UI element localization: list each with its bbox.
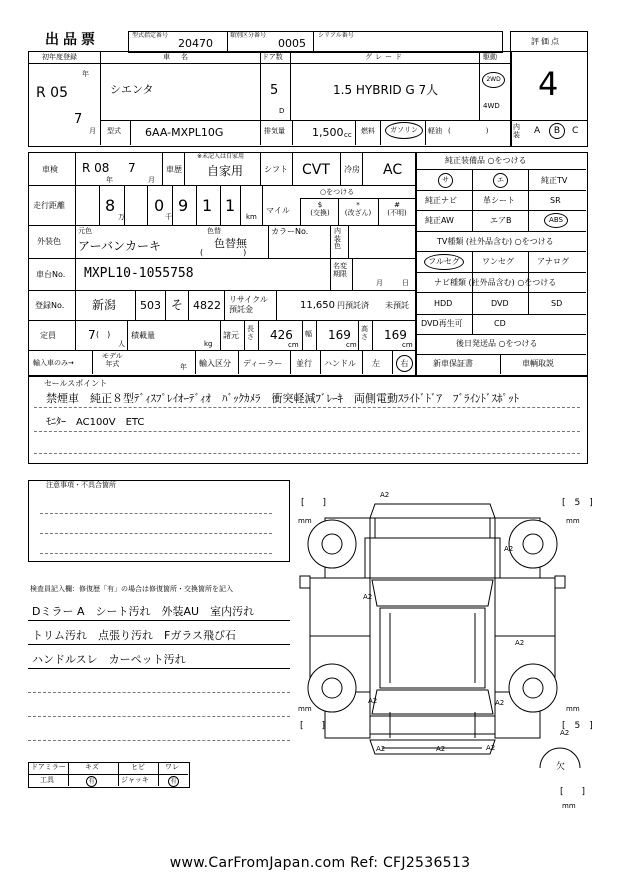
damage-mark-rear-bumper-left: A2 xyxy=(376,745,386,753)
genuine-navi: 純正ナビ xyxy=(425,196,457,205)
first-reg-label: 初年度登録 xyxy=(42,53,77,61)
serial-label: シリアル番号 xyxy=(318,32,354,39)
width-value: 169 xyxy=(328,328,351,342)
navi-sd: SD xyxy=(551,299,563,308)
recycle-no: 未預託 xyxy=(385,301,409,310)
color-change-label: 色替 xyxy=(207,227,221,235)
tread-front-right-unit: mm xyxy=(566,517,580,525)
fuel-gasoline-circled: ガソリン xyxy=(385,122,423,139)
sheet-title: 出品票 xyxy=(45,32,99,48)
recycle-value: 11,650 xyxy=(300,300,335,311)
mileage-digit-3: 9 xyxy=(178,196,189,215)
sales-point-line-1: 禁煙車 純正８型ﾃﾞｨｽﾌﾟﾚｲｵｰﾃﾞｨｵ ﾊﾞｯｸｶﾒﾗ 衝突軽減ﾌﾞﾚｰｷ 両側電動ｽﾗｲﾄﾞﾄﾞｱ ﾌﾞﾗｲﾝﾄﾞｽﾎﾟｯﾄ xyxy=(46,392,519,405)
caution-box xyxy=(28,480,290,562)
import-label: 輸入車のみ→ xyxy=(33,359,74,367)
type-number-label: 型式指定番号 xyxy=(132,32,169,39)
jack-label: ジャッキ xyxy=(121,776,149,784)
tv-type-label: TV種類 (社外品含む) ○をつける xyxy=(437,237,554,246)
displacement-value: 1,500 xyxy=(312,126,344,139)
name-change-month: 月 xyxy=(376,279,383,287)
new-car-warranty: 新車保証書 xyxy=(433,359,473,368)
later-shipping-label: 後日発送品 ○をつける xyxy=(456,339,538,348)
inspector-label: 検査員記入欄：修復歴「有」の場合は修復箇所・交換箇所を記入 xyxy=(30,585,233,593)
ac-label: 冷房 xyxy=(344,165,360,174)
mileage-digit-1: 8 xyxy=(105,196,116,215)
damage-mark-left-front-door: A2 xyxy=(363,593,373,601)
handle-label: ハンドル xyxy=(324,359,356,368)
chassis-label: 車台No. xyxy=(36,270,66,279)
handle-left: 左 xyxy=(372,359,380,368)
navi-type-label: ナビ種類 (社外品含む) ○をつける xyxy=(434,278,557,287)
fuel-other: ( ) xyxy=(448,127,489,135)
displacement-unit: cc xyxy=(344,131,352,139)
tread-rear-right: [ 5 ] xyxy=(562,721,593,731)
recycle-unit: 円預託済 xyxy=(337,301,369,310)
handle-right-circled: 右 xyxy=(396,355,413,372)
fullseg-circled: フルセグ xyxy=(424,254,464,270)
mileage-label: 走行距離 xyxy=(33,201,65,210)
tread-rear-right-unit: mm xyxy=(566,705,580,713)
footer-reference: www.CarFromJapan.com Ref: CFJ2536513 xyxy=(169,855,471,871)
shaken-label: 車検 xyxy=(42,165,58,174)
usage-label: 車歴 xyxy=(166,165,182,174)
mileage-km-unit: km xyxy=(246,213,257,221)
name-change-label: 名変 期限 xyxy=(333,262,347,279)
length-value: 426 xyxy=(270,328,293,342)
spare-tire-mark: 欠 xyxy=(556,762,566,772)
length-label: 長 さ xyxy=(247,325,254,341)
reg-class: 503 xyxy=(140,299,161,312)
color-change-value: 色替無 xyxy=(214,237,247,250)
interior-label: 内装 xyxy=(513,123,520,139)
shaken-era: R 08 xyxy=(82,161,110,175)
year-unit: 年 xyxy=(82,70,89,78)
car-name-label: 車 名 xyxy=(163,53,190,61)
damage-mark-right-rear-door: A2 xyxy=(515,639,525,647)
doors-value: 5 xyxy=(270,83,279,98)
dealer-option: ディーラー xyxy=(243,359,283,368)
damage-mark-right-rear-fender: A2 xyxy=(495,699,505,707)
model-value: 6AA-MXPL10G xyxy=(145,126,224,139)
reg-number: 4822 xyxy=(193,299,221,312)
size-label: 諸元 xyxy=(223,331,239,340)
tread-front-right: [ 5 ] xyxy=(562,498,593,508)
type-number-value: 20470 xyxy=(178,37,213,50)
damage-mark-left-rear-fender: A2 xyxy=(368,697,378,705)
capacity-value: 7 xyxy=(88,328,96,342)
exterior-color-label: 外装色 xyxy=(37,237,61,246)
capacity-unit: 人 xyxy=(118,340,125,348)
drive-4wd: 4WD xyxy=(483,102,500,110)
interior-color-label: 内 装 色 xyxy=(334,227,341,251)
model-label: 型式 xyxy=(107,127,121,135)
color-code-label: カラーNo. xyxy=(271,227,309,236)
mile-label: マイル xyxy=(266,206,290,215)
tread-front-left: [ ] xyxy=(301,498,327,508)
shaken-month: 7 xyxy=(128,161,136,175)
tools-crack: ヒビ xyxy=(131,763,145,771)
parallel-option: 並行 xyxy=(296,359,312,368)
first-reg-month: 7 xyxy=(74,112,83,127)
sunroof-sr: SR xyxy=(550,196,561,205)
shaken-year-unit: 年 xyxy=(106,176,113,184)
mileage-man-unit: 万 xyxy=(118,213,125,221)
import-div-label: 輸入区分 xyxy=(199,359,231,368)
color-change-paren: ( ) xyxy=(200,248,247,257)
doors-label: ドア数 xyxy=(262,53,283,61)
oneseg: ワンセグ xyxy=(482,257,514,266)
genuine-tv: 純正TV xyxy=(541,176,568,185)
doors-suffix: D xyxy=(279,107,285,115)
chassis-value: MXPL10-1055758 xyxy=(84,266,194,281)
car-name-value: シエンタ xyxy=(110,83,154,96)
name-change-day: 日 xyxy=(402,279,409,287)
capacity-paren: ( ) xyxy=(96,330,111,339)
registration-label: 登録No. xyxy=(35,301,65,310)
usage-note: ※未記入は自家用 xyxy=(197,153,245,160)
capacity-label: 定員 xyxy=(40,331,56,340)
mileage-digit-4: 1 xyxy=(202,196,213,215)
sales-point-line-2: ﾓﾆﾀｰ AC100V ETC xyxy=(46,417,145,428)
tools-mirror: ドアミラー xyxy=(31,763,66,771)
ac-value: AC xyxy=(383,162,403,178)
tools-scratch: キズ xyxy=(85,763,99,771)
shift-label: シフト xyxy=(264,165,288,174)
genuine-aw: 純正AW xyxy=(425,216,454,225)
damage-mark-rear-corner: A2 xyxy=(560,729,570,737)
genuine-label: 純正装備品 ○をつける xyxy=(445,156,527,165)
tread-rear-left-unit: mm xyxy=(298,705,312,713)
damage-mark-right-fender: A2 xyxy=(504,545,514,553)
altered-option: * (改ざん) xyxy=(344,201,372,218)
height-unit: cm xyxy=(402,341,413,349)
model-year-unit: 年 xyxy=(180,363,187,371)
category-label: 類別区分番号 xyxy=(230,32,267,39)
leather-seat: 革シート xyxy=(483,196,515,205)
tread-front-left-unit: mm xyxy=(298,517,312,525)
usage-value: 自家用 xyxy=(207,164,244,178)
interior-c: C xyxy=(572,126,579,136)
tread-rear-left: [ ] xyxy=(300,721,326,731)
load-unit: kg xyxy=(204,340,213,348)
height-value: 169 xyxy=(384,328,407,342)
reg-area: 新潟 xyxy=(92,298,117,312)
mileage-digit-5: 1 xyxy=(225,196,236,215)
unknown-option: # (不明) xyxy=(387,201,407,218)
inspector-line-2: トリム汚れ 点張り汚れ Fガラス飛び石 xyxy=(32,629,236,642)
mileage-digit-2: 0 xyxy=(154,196,165,215)
navi-hdd: HDD xyxy=(434,299,453,308)
width-label: 幅 xyxy=(305,330,312,338)
shaken-month-unit: 月 xyxy=(148,176,155,184)
navi-cd: CD xyxy=(494,319,506,328)
length-unit: cm xyxy=(288,341,299,349)
sunroof-circled: サ xyxy=(438,173,453,188)
tools-label: 工具 xyxy=(40,776,54,784)
tread-spare: [ ] xyxy=(560,787,586,797)
interior-a: A xyxy=(534,126,541,136)
orig-color-label: 元色 xyxy=(78,227,92,235)
displacement-label: 排気量 xyxy=(264,127,285,135)
circle-note: ○をつける xyxy=(320,188,355,196)
vehicle-manual: 車輌取説 xyxy=(522,359,554,368)
jack-have-circled: 有 xyxy=(168,776,179,787)
tools-break: ワレ xyxy=(165,763,179,771)
interior-b-circled: B xyxy=(549,123,565,139)
fuel-light-oil: 軽油 xyxy=(428,127,442,135)
drive-2wd-circled: 2WD xyxy=(482,72,505,88)
analog: アナログ xyxy=(537,257,569,266)
fuel-label: 燃料 xyxy=(361,127,375,135)
score-value: 4 xyxy=(538,65,559,103)
exterior-color-value: アーバンカーキ xyxy=(78,239,162,253)
inspector-line-3: ハンドルスレ カーペット汚れ xyxy=(32,653,186,666)
navi-dvd: DVD xyxy=(491,299,509,308)
aero-circled: エ xyxy=(493,173,508,188)
score-label: 評価点 xyxy=(531,37,561,46)
damage-mark-front-bumper: A2 xyxy=(380,491,390,499)
reg-kana: そ xyxy=(171,298,184,312)
grade-value: 1.5 HYBRID G 7人 xyxy=(333,83,439,97)
load-label: 積載量 xyxy=(131,331,155,340)
drive-label: 駆動 xyxy=(483,53,497,61)
recycle-label: リサイクル 預託金 xyxy=(229,295,268,314)
caution-label: 注意事項・不具合箇所 xyxy=(46,481,116,489)
airbag: エアB xyxy=(490,216,512,225)
abs-circled: ABS xyxy=(544,213,568,228)
damage-mark-rear-bumper-center: A2 xyxy=(436,745,446,753)
width-unit: cm xyxy=(346,341,357,349)
damage-mark-rear-bumper-right: A2 xyxy=(486,744,496,752)
exchange-option: $ (交換) xyxy=(310,201,330,218)
month-unit: 月 xyxy=(89,127,96,135)
height-label: 高 さ xyxy=(361,325,368,341)
inspector-line-1: Dミラー A シート汚れ 外装AU 室内汚れ xyxy=(32,605,255,618)
tools-have-circled: 有 xyxy=(86,776,97,787)
category-value: 0005 xyxy=(278,37,306,50)
tread-spare-unit: mm xyxy=(562,802,576,810)
model-year-label: モデル 年式 xyxy=(102,352,123,368)
shift-value: CVT xyxy=(302,162,330,178)
mileage-sen-unit: 千 xyxy=(165,213,172,221)
first-reg-era: R 05 xyxy=(36,85,68,101)
sales-point-label: セールスポイント xyxy=(44,379,108,388)
dvd-playable: DVD再生可 xyxy=(421,319,463,328)
grade-label: グレード xyxy=(365,53,405,61)
